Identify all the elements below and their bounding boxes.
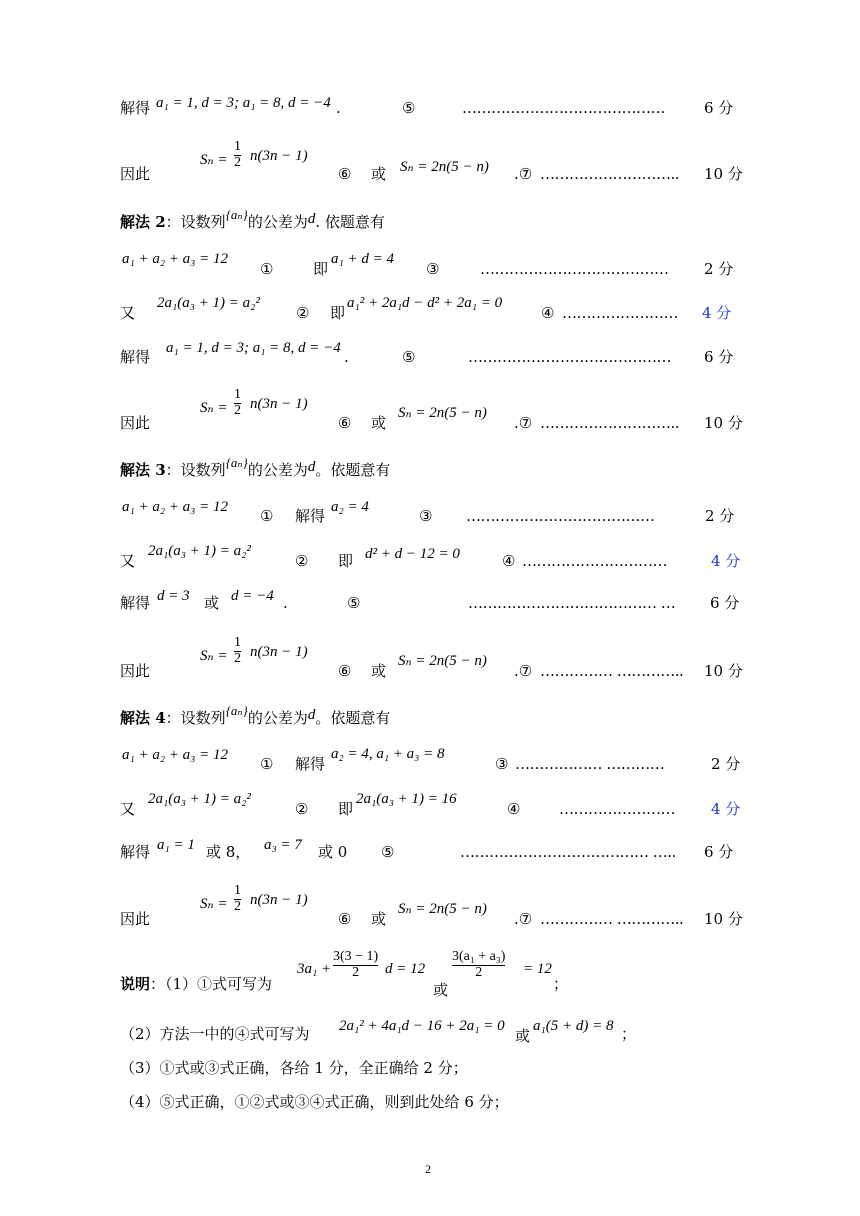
- score: 10 分: [704, 165, 743, 183]
- eq-sum: a₁ + a₂ + a₃ = 12: [122, 499, 229, 515]
- text-ji: 即: [330, 304, 346, 322]
- eq-a2-a1a3: a₂ = 4, a₁ + a₃ = 8: [331, 746, 445, 762]
- math-sn: Sₙ =: [200, 648, 228, 664]
- text-or: 或: [371, 910, 387, 928]
- text-or-0: 或 0: [318, 843, 348, 861]
- text-or: 或: [371, 414, 387, 432]
- score: 6 分: [704, 843, 734, 861]
- text-ji: 即: [338, 552, 354, 570]
- fraction-half: 1 2: [234, 387, 241, 418]
- text-or: 或: [371, 165, 387, 183]
- math-sn: Sₙ =: [200, 400, 228, 416]
- text-or: 或: [371, 662, 387, 680]
- method-3-heading: 解法 3：设数列{aₙ}的公差为d。依题意有: [120, 455, 391, 479]
- eq-geo: 2a₁(a₃ + 1) = a₂²: [148, 543, 251, 559]
- math-a3: a₃ = 7: [264, 837, 302, 853]
- note-1-label: 说明：（1）①式可写为: [120, 975, 273, 993]
- note-2-math-2: a₁(5 + d) = 8: [533, 1018, 614, 1034]
- leader: …………… …………..: [540, 662, 684, 680]
- math-sn-alt: Sₙ = 2n(5 − n): [398, 901, 487, 917]
- circle-2: ②: [295, 800, 309, 818]
- leader: ……………………………………: [468, 348, 671, 366]
- text-jiede: 解得: [120, 843, 151, 861]
- text-you: 又: [120, 552, 136, 570]
- circle-7: .⑦: [514, 414, 533, 432]
- method-4-heading: 解法 4：设数列{aₙ}的公差为d。依题意有: [120, 703, 391, 727]
- score: 6 分: [710, 594, 740, 612]
- text-yinci: 因此: [120, 414, 151, 432]
- score: 10 分: [704, 414, 743, 432]
- score: 10 分: [704, 910, 743, 928]
- page-number: 2: [425, 1162, 431, 1176]
- eq-sum: a₁ + a₂ + a₃ = 12: [122, 251, 229, 267]
- score: 6 分: [704, 348, 734, 366]
- score-blue: 4 分: [711, 552, 741, 570]
- circle-4: ④: [502, 552, 516, 570]
- leader: …………… …………..: [540, 910, 684, 928]
- circle-4: ④: [541, 304, 555, 322]
- circle-5: ⑤: [402, 348, 416, 366]
- circle-7: .⑦: [514, 910, 533, 928]
- circle-1: ①: [260, 260, 274, 278]
- math-sn-alt: Sₙ = 2n(5 − n): [400, 159, 489, 175]
- dot: .: [336, 99, 341, 117]
- text-yinci: 因此: [120, 910, 151, 928]
- text-or: 或: [515, 1027, 531, 1045]
- text-jiede: 解得: [295, 755, 326, 773]
- math-sn: Sₙ =: [200, 896, 228, 912]
- fraction-half: 1 2: [234, 139, 241, 170]
- circle-7: .⑦: [514, 662, 533, 680]
- math-sn-expr: n(3n − 1): [250, 644, 308, 660]
- math-sn-alt: Sₙ = 2n(5 − n): [398, 405, 487, 421]
- note-1-fraction: 3(3 − 1) 2: [333, 949, 379, 980]
- score: 10 分: [704, 662, 743, 680]
- math-sn-alt: Sₙ = 2n(5 − n): [398, 653, 487, 669]
- semicolon: ；: [553, 975, 569, 993]
- dot: .: [283, 594, 288, 612]
- circle-6: ⑥: [338, 414, 352, 432]
- text-yinci: 因此: [120, 165, 151, 183]
- math-dneg4: d = −4: [231, 588, 274, 604]
- leader: ………………………………… …: [468, 594, 676, 612]
- circle-6: ⑥: [338, 910, 352, 928]
- circle-2: ②: [295, 552, 309, 570]
- eq-sum: a₁ + a₂ + a₃ = 12: [122, 747, 229, 763]
- math-sn: Sₙ =: [200, 152, 228, 168]
- math-solution: a₁ = 1, d = 3; a₁ = 8, d = −4: [166, 340, 341, 356]
- circle-6: ⑥: [338, 165, 352, 183]
- eq-a2: a₂ = 4: [331, 499, 369, 515]
- circle-6: ⑥: [338, 662, 352, 680]
- text-you: 又: [120, 800, 136, 818]
- text-jiede: 解得: [120, 594, 151, 612]
- circle-5: ⑤: [402, 99, 416, 117]
- note-1-math-a: 3a₁ +: [297, 961, 332, 977]
- fraction-half: 1 2: [234, 635, 241, 666]
- circle-5: ⑤: [381, 843, 395, 861]
- text-you: 又: [120, 304, 136, 322]
- leader: …………………………: [522, 552, 667, 570]
- text-or: 或: [204, 594, 220, 612]
- eq-geo: 2a₁(a₃ + 1) = a₂²: [157, 295, 260, 311]
- math-a1: a₁ = 1: [157, 837, 195, 853]
- leader: …………………………………: [480, 260, 669, 278]
- circle-4: ④: [507, 800, 521, 818]
- eq-16: 2a₁(a₃ + 1) = 16: [356, 791, 457, 807]
- leader: ……………………: [562, 304, 678, 322]
- semicolon: ；: [621, 1025, 637, 1043]
- math-sn-expr: n(3n − 1): [250, 396, 308, 412]
- text-or: 或: [433, 981, 449, 999]
- note-2-math: 2a₁² + 4a₁d − 16 + 2a₁ = 0: [339, 1018, 505, 1034]
- circle-1: ①: [260, 507, 274, 525]
- text-or-8: 或 8，: [206, 843, 251, 861]
- note-4: （4）⑤式正确，①②式或③④式正确，则到此处给 6 分；: [120, 1093, 509, 1111]
- math-solution: a₁ = 1, d = 3; a₁ = 8, d = −4: [156, 95, 331, 111]
- circle-3: ③: [495, 755, 509, 773]
- leader: ……………………………………: [462, 99, 665, 117]
- note-1-fraction-2: 3(a₁ + a₃) 2: [452, 949, 506, 980]
- circle-2: ②: [296, 304, 310, 322]
- leader: ………………………………… …..: [460, 843, 676, 861]
- text-jiede: 解得: [120, 99, 151, 117]
- eq-a1d: a₁ + d = 4: [331, 251, 394, 267]
- score: 2 分: [704, 260, 734, 278]
- fraction-half: 1 2: [234, 883, 241, 914]
- eq-quad: a₁² + 2a₁d − d² + 2a₁ = 0: [347, 295, 503, 311]
- score: 2 分: [711, 755, 741, 773]
- score-blue: 4 分: [702, 304, 732, 322]
- score: 2 分: [705, 507, 735, 525]
- math-sn-expr: n(3n − 1): [250, 148, 308, 164]
- math-d3: d = 3: [157, 588, 190, 604]
- eq-geo: 2a₁(a₃ + 1) = a₂²: [148, 791, 251, 807]
- circle-3: ③: [419, 507, 433, 525]
- leader: ………………………..: [540, 414, 680, 432]
- leader: ………………………..: [540, 165, 680, 183]
- note-3: （3）①式或③式正确，各给 1 分，全正确给 2 分；: [120, 1059, 468, 1077]
- text-ji: 即: [338, 800, 354, 818]
- math-sn-expr: n(3n − 1): [250, 892, 308, 908]
- leader: ……………………: [559, 800, 675, 818]
- text-ji: 即: [313, 260, 329, 278]
- circle-3: ③: [426, 260, 440, 278]
- leader: …………………………………: [466, 507, 655, 525]
- circle-1: ①: [260, 755, 274, 773]
- dot: .: [344, 348, 349, 366]
- eq-dquad: d² + d − 12 = 0: [365, 546, 460, 562]
- score-blue: 4 分: [711, 800, 741, 818]
- score: 6 分: [704, 99, 734, 117]
- leader: ……………… …………: [515, 755, 665, 773]
- text-jiede: 解得: [295, 507, 326, 525]
- circle-7: .⑦: [514, 165, 533, 183]
- circle-5: ⑤: [347, 594, 361, 612]
- note-2-text: （2）方法一中的④式可写为: [120, 1025, 310, 1043]
- text-jiede: 解得: [120, 348, 151, 366]
- note-1-math-c: = 12: [523, 961, 552, 977]
- text-yinci: 因此: [120, 662, 151, 680]
- note-1-math-b: d = 12: [385, 961, 426, 977]
- method-2-heading: 解法 2：设数列{aₙ}的公差为d. 依题意有: [120, 207, 385, 231]
